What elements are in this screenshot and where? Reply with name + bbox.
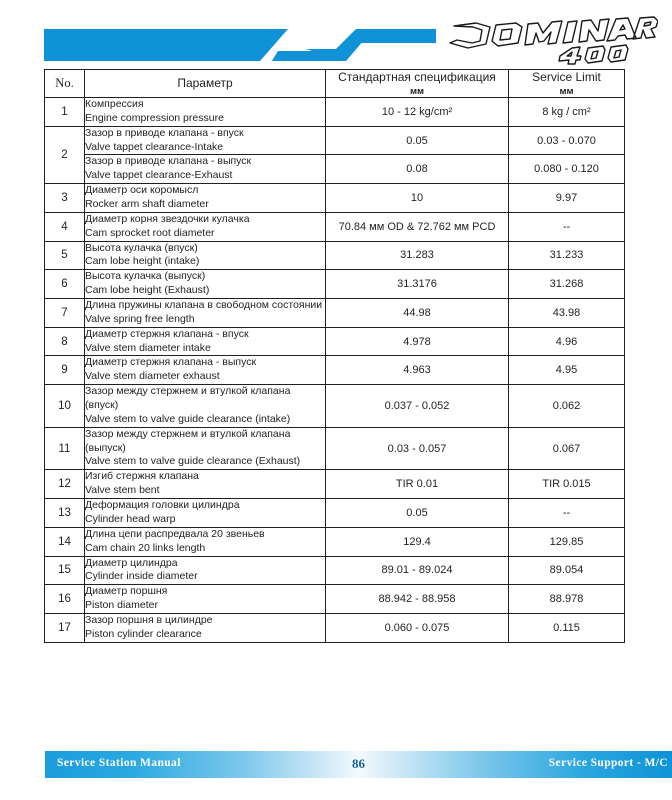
row-standard-spec: 4.963 [326, 356, 509, 385]
row-parameter [85, 585, 326, 614]
column-header-standard-spec-label: Стандартная спецификация [338, 70, 496, 84]
row-standard-spec: TIR 0.01 [326, 470, 509, 499]
column-header-parameter-label: Параметр [177, 76, 233, 90]
row-service-limit: 0.115 [509, 613, 625, 642]
parameter-russian: Зазор между стержнем и втулкой клапана (впуск) [85, 385, 291, 412]
row-parameter [85, 499, 326, 528]
row-parameter [85, 427, 326, 470]
parameter-english: Cam lobe height (Exhaust) [85, 284, 210, 297]
parameter-english: Valve stem to valve guide clearance (intake) [85, 412, 291, 425]
row-service-limit: 31.268 [509, 270, 625, 299]
parameter-english: Cam lobe height (intake) [85, 255, 200, 268]
parameter-english: Rocker arm shaft diameter [85, 198, 209, 211]
parameter-russian: Диаметр поршня [85, 585, 168, 598]
row-parameter [85, 613, 326, 642]
table-row [45, 212, 625, 241]
row-standard-spec: 0.037 - 0.052 [326, 385, 509, 428]
row-service-limit: 129.85 [509, 527, 625, 556]
row-service-limit: 0.080 - 0.120 [509, 155, 625, 184]
row-standard-spec: 31.3176 [326, 270, 509, 299]
row-parameter [85, 556, 326, 585]
row-parameter [85, 470, 326, 499]
row-number: 14 [45, 527, 85, 556]
row-number: 7 [45, 299, 85, 328]
row-standard-spec: 0.05 [326, 126, 509, 155]
row-number: 4 [45, 212, 85, 241]
row-parameter [85, 126, 326, 155]
dominar-400-logo [446, 14, 658, 66]
column-header-service-limit [509, 70, 625, 98]
table-row [45, 470, 625, 499]
parameter-russian: Зазор в приводе клапана - выпуск [85, 155, 252, 168]
row-number: 2 [45, 126, 85, 183]
row-standard-spec: 31.283 [326, 241, 509, 270]
parameter-russian: Зазор в приводе клапана - впуск [85, 126, 244, 139]
table-row [45, 427, 625, 470]
table-row [45, 385, 625, 428]
row-standard-spec: 0.05 [326, 499, 509, 528]
parameter-russian: Диаметр цилиндра [85, 556, 178, 569]
parameter-english: Valve stem diameter intake [85, 341, 211, 354]
table-row [45, 241, 625, 270]
row-number: 11 [45, 427, 85, 470]
row-number: 6 [45, 270, 85, 299]
footer-manual-title: Service Station Manual [57, 757, 181, 769]
row-service-limit: 4.95 [509, 356, 625, 385]
row-parameter [85, 299, 326, 328]
row-number: 8 [45, 327, 85, 356]
row-parameter [85, 212, 326, 241]
row-number: 5 [45, 241, 85, 270]
column-header-service-limit-unit: мм [559, 86, 574, 97]
row-service-limit: 43.98 [509, 299, 625, 328]
row-parameter [85, 241, 326, 270]
row-standard-spec: 0.03 - 0.057 [326, 427, 509, 470]
row-service-limit: 0.062 [509, 385, 625, 428]
row-number: 12 [45, 470, 85, 499]
parameter-english: Piston diameter [85, 599, 158, 612]
row-service-limit: 0.067 [509, 427, 625, 470]
row-service-limit: 8 kg / cm² [509, 98, 625, 127]
parameter-english: Cylinder head warp [85, 512, 176, 525]
row-standard-spec: 70.84 мм OD & 72.762 мм PCD [326, 212, 509, 241]
parameter-english: Engine compression pressure [85, 111, 224, 124]
parameter-russian: Длина цепи распредвала 20 звеньев [85, 527, 265, 540]
parameter-russian: Изгиб стержня клапана [85, 470, 199, 483]
row-standard-spec: 88.942 - 88.958 [326, 585, 509, 614]
row-number: 1 [45, 98, 85, 127]
row-parameter [85, 385, 326, 428]
column-header-standard-spec-unit: мм [409, 86, 425, 97]
table-row [45, 155, 625, 184]
row-standard-spec: 0.060 - 0.075 [326, 613, 509, 642]
table-row [45, 613, 625, 642]
parameter-russian: Зазор поршня в цилиндре [85, 613, 213, 626]
row-number: 10 [45, 385, 85, 428]
row-standard-spec: 10 [326, 184, 509, 213]
parameter-english: Valve tappet clearance-Exhaust [85, 169, 233, 182]
table-row [45, 270, 625, 299]
row-number: 15 [45, 556, 85, 585]
row-standard-spec: 0.08 [326, 155, 509, 184]
parameter-russian: Диаметр оси коромысл [85, 184, 199, 197]
table-row [45, 184, 625, 213]
parameter-russian: Диаметр стержня клапана - выпуск [85, 356, 257, 369]
column-header-service-limit-label: Service Limit [532, 70, 601, 84]
row-number: 13 [45, 499, 85, 528]
footer-page-number: 86 [352, 756, 365, 771]
column-header-standard-spec [326, 70, 509, 98]
parameter-russian: Высота кулачка (выпуск) [85, 270, 206, 283]
row-parameter [85, 270, 326, 299]
row-standard-spec: 4.978 [326, 327, 509, 356]
row-parameter [85, 527, 326, 556]
table-row [45, 126, 625, 155]
parameter-russian: Диаметр стержня клапана - впуск [85, 327, 249, 340]
row-parameter [85, 155, 326, 184]
row-number: 16 [45, 585, 85, 614]
table-row [45, 98, 625, 127]
page-header [0, 0, 672, 68]
page-footer [45, 751, 672, 778]
column-header-parameter [85, 70, 326, 98]
parameter-russian: Зазор между стержнем и втулкой клапана (выпуск) [85, 427, 291, 454]
parameter-russian: Диаметр корня звездочки кулачка [85, 212, 250, 225]
table-row [45, 327, 625, 356]
row-parameter [85, 98, 326, 127]
row-number: 17 [45, 613, 85, 642]
row-standard-spec: 129.4 [326, 527, 509, 556]
row-service-limit: 0.03 - 0.070 [509, 126, 625, 155]
row-number: 9 [45, 356, 85, 385]
parameter-russian: Длина пружины клапана в свободном состоянии [85, 299, 323, 312]
parameter-english: Valve spring free length [85, 312, 195, 325]
row-standard-spec: 89.01 - 89.024 [326, 556, 509, 585]
row-number: 3 [45, 184, 85, 213]
row-service-limit: TIR 0.015 [509, 470, 625, 499]
parameter-english: Valve tappet clearance-Intake [85, 140, 224, 153]
parameter-russian: Высота кулачка (впуск) [85, 241, 198, 254]
parameter-russian: Компрессия [85, 98, 144, 110]
table-row [45, 356, 625, 385]
parameter-english: Valve stem to valve guide clearance (Exhaust) [85, 455, 301, 468]
table-row [45, 527, 625, 556]
row-standard-spec: 44.98 [326, 299, 509, 328]
footer-service-support: Service Support - M/C [548, 757, 668, 769]
row-service-limit: -- [509, 499, 625, 528]
row-service-limit: 4.96 [509, 327, 625, 356]
row-parameter [85, 327, 326, 356]
row-parameter [85, 184, 326, 213]
table-row [45, 499, 625, 528]
parameter-english: Cylinder inside diameter [85, 570, 198, 583]
parameter-english: Piston cylinder clearance [85, 627, 202, 640]
row-parameter [85, 356, 326, 385]
row-service-limit: 89.054 [509, 556, 625, 585]
row-service-limit: 88.978 [509, 585, 625, 614]
table-row [45, 299, 625, 328]
row-service-limit: 31.233 [509, 241, 625, 270]
specification-table [44, 69, 625, 643]
parameter-english: Cam sprocket root diameter [85, 226, 215, 239]
header-swoosh-graphic [44, 27, 436, 63]
column-header-no: No. [45, 70, 85, 98]
row-standard-spec: 10 - 12 kg/cm² [326, 98, 509, 127]
table-header-row [45, 70, 625, 98]
table-row [45, 585, 625, 614]
table-row [45, 556, 625, 585]
parameter-english: Valve stem diameter exhaust [85, 370, 220, 383]
parameter-russian: Деформация головки цилиндра [85, 499, 240, 512]
row-service-limit: -- [509, 212, 625, 241]
parameter-english: Cam chain 20 links length [85, 541, 206, 554]
row-service-limit: 9.97 [509, 184, 625, 213]
parameter-english: Valve stem bent [85, 484, 160, 497]
